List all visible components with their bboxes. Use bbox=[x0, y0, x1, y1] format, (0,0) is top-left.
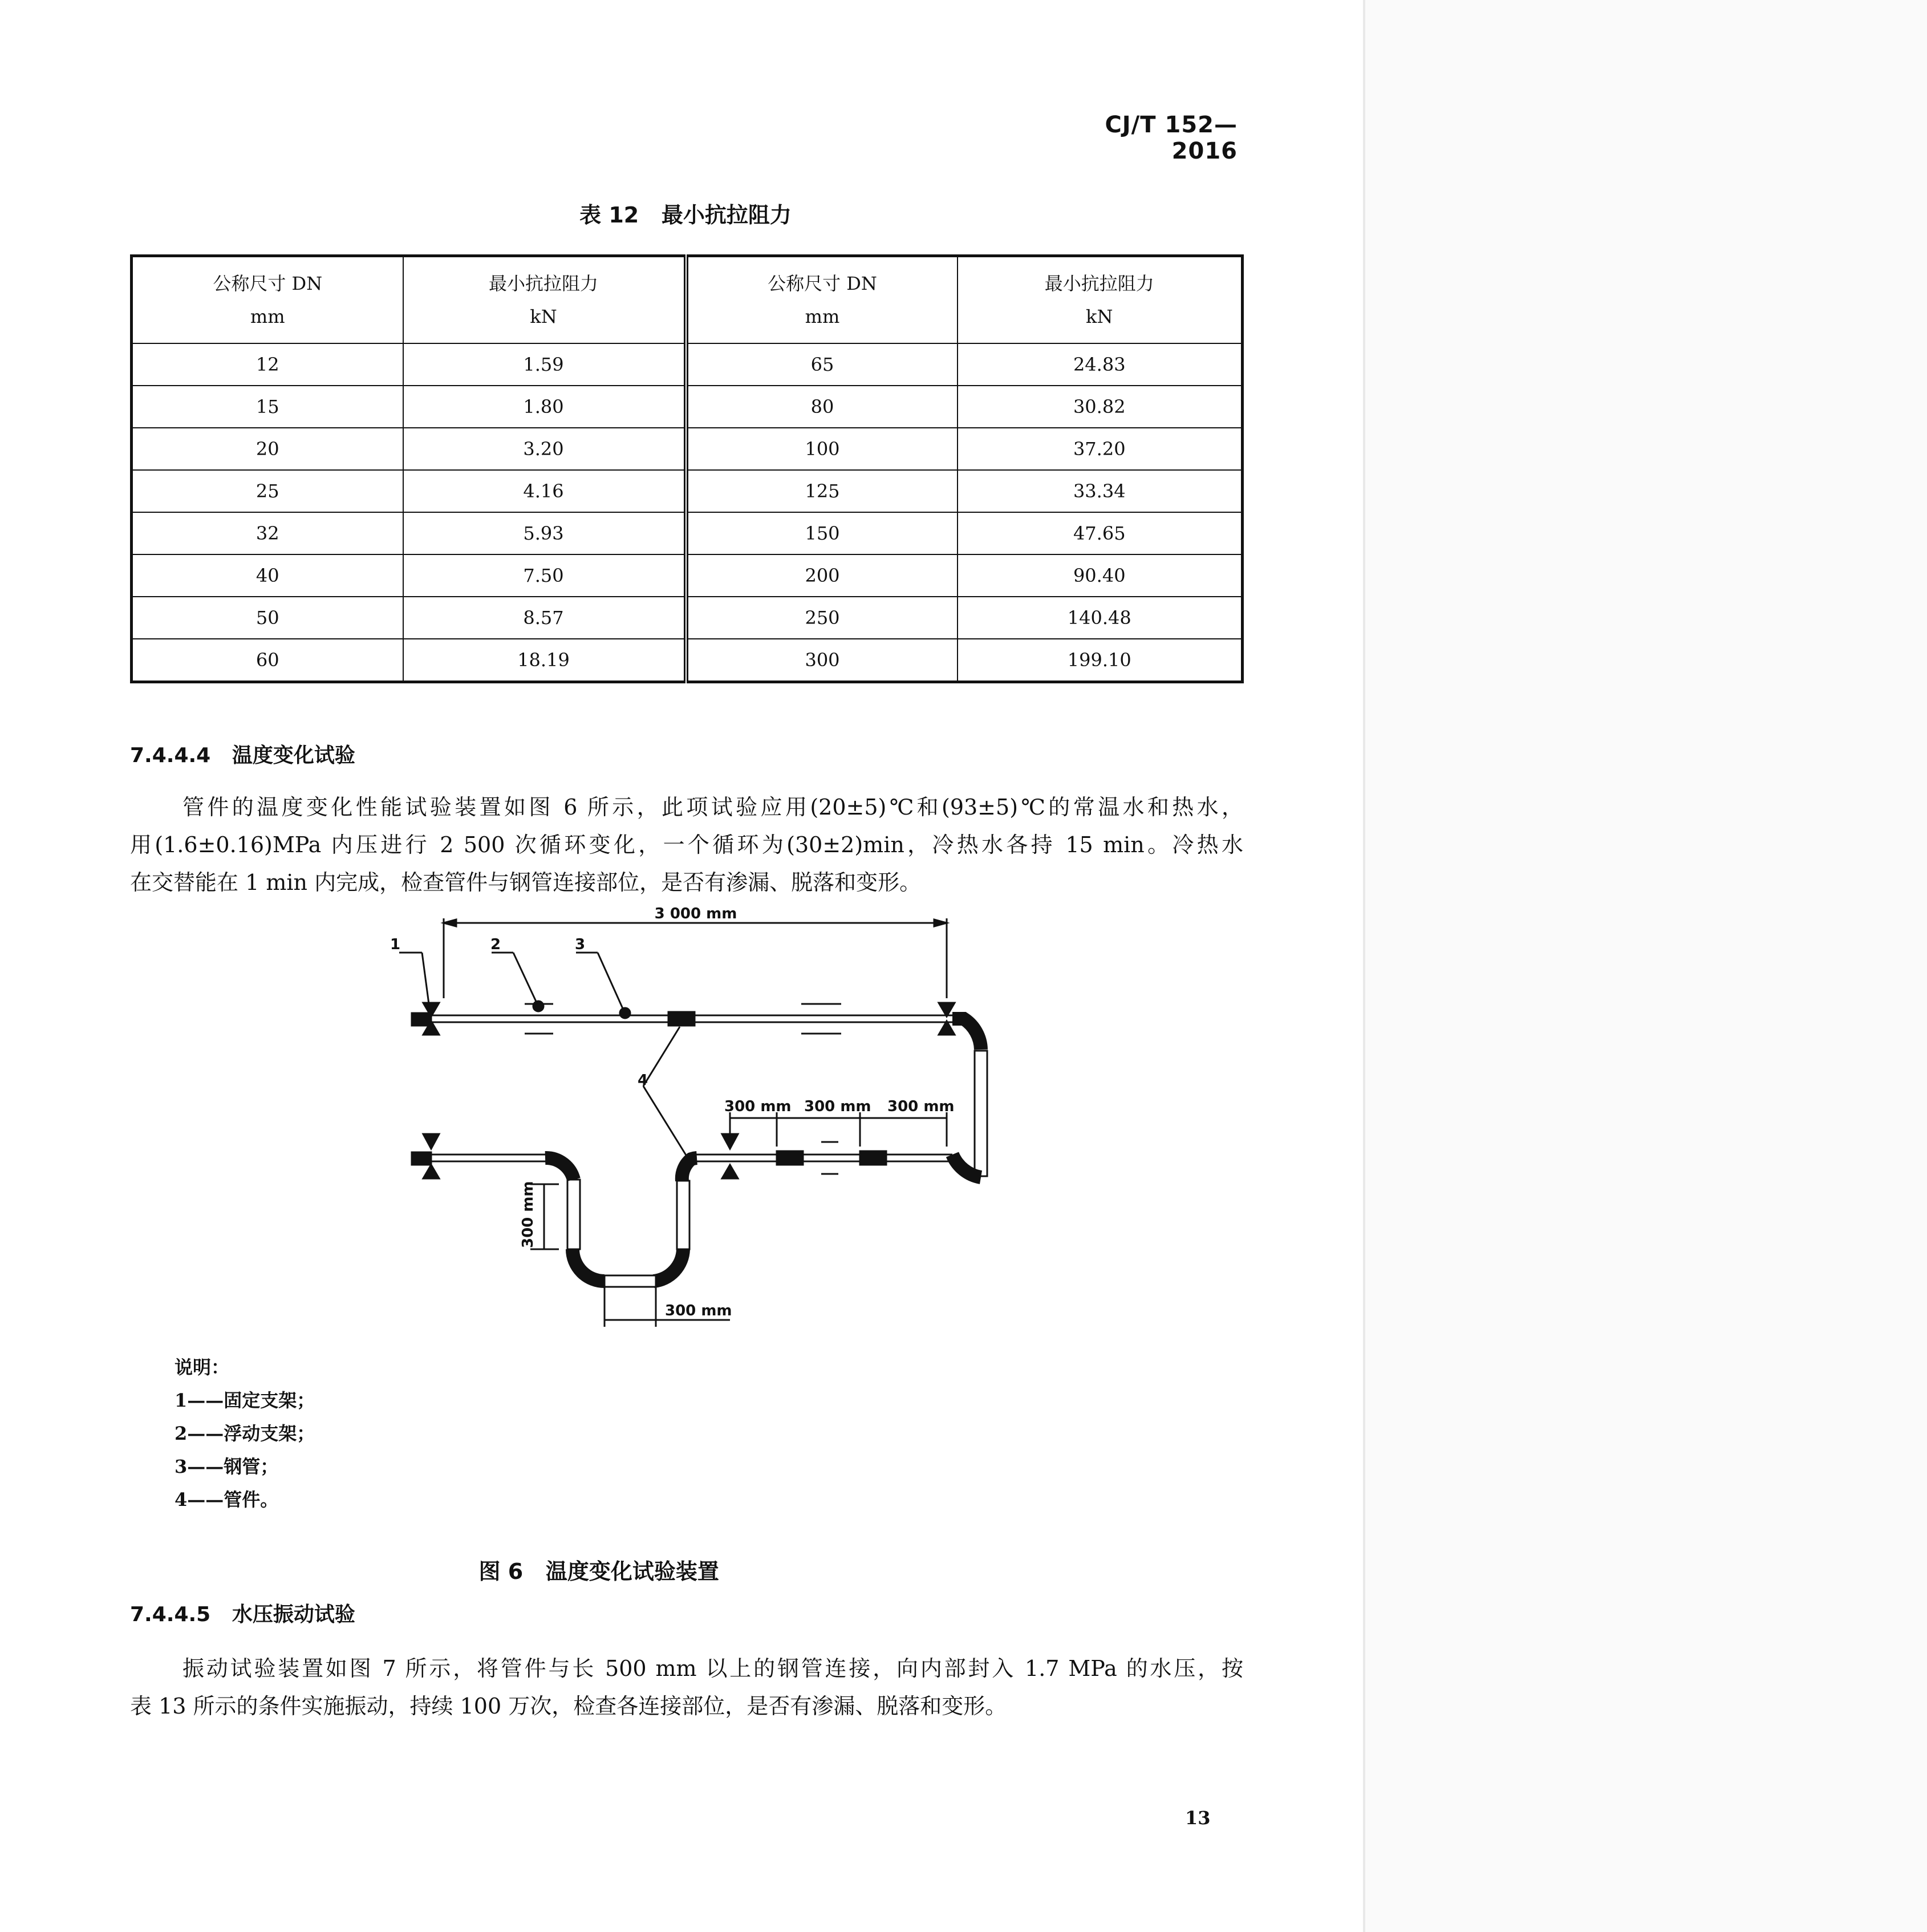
dimension-label-total: 3 000 mm bbox=[654, 907, 737, 922]
table-cell: 47.65 bbox=[958, 512, 1243, 554]
paragraph-line: 管件的温度变化性能试验装置如图 6 所示，此项试验应用(20±5)℃和(93±5)℃的常温水和热水， bbox=[182, 795, 1243, 820]
table-row bbox=[132, 639, 1243, 682]
table-cell: 7.50 bbox=[403, 554, 686, 597]
table-cell: 3.20 bbox=[403, 428, 686, 470]
table-cell: 140.48 bbox=[958, 597, 1243, 639]
table-cell: 80 bbox=[686, 386, 958, 428]
table-header-row bbox=[132, 256, 1243, 344]
table-cell: 20 bbox=[132, 428, 403, 470]
section-heading-7444: 7.4.4.4 温度变化试验 bbox=[130, 744, 355, 767]
dimension-label-300: 300 mm bbox=[724, 1098, 792, 1115]
table-cell: 200 bbox=[686, 554, 958, 597]
table-cell: 8.57 bbox=[403, 597, 686, 639]
table-cell: 199.10 bbox=[958, 639, 1243, 682]
legend-item: 2——浮动支架； bbox=[175, 1423, 315, 1444]
table-row bbox=[132, 386, 1243, 428]
paragraph-7445 bbox=[130, 1650, 1243, 1725]
table-cell: 18.19 bbox=[403, 639, 686, 682]
table-cell: 100 bbox=[686, 428, 958, 470]
table-cell: 150 bbox=[686, 512, 958, 554]
table-row bbox=[132, 343, 1243, 386]
table-cell: 33.34 bbox=[958, 470, 1243, 512]
table-cell: 50 bbox=[132, 597, 403, 639]
dimension-label-300: 300 mm bbox=[887, 1098, 955, 1115]
table-cell: 25 bbox=[132, 470, 403, 512]
callout-label-3: 3 bbox=[575, 936, 586, 953]
table-cell: 5.93 bbox=[403, 512, 686, 554]
paragraph-line: 振动试验装置如图 7 所示，将管件与长 500 mm 以上的钢管连接，向内部封入 1.7 MPa 的水压，按 bbox=[182, 1656, 1243, 1681]
dimension-label-300: 300 mm bbox=[665, 1302, 732, 1319]
callout-label-2: 2 bbox=[490, 936, 501, 953]
page-number: 13 bbox=[1185, 1807, 1211, 1829]
callout-label-4: 4 bbox=[638, 1072, 648, 1089]
table-cell: 250 bbox=[686, 597, 958, 639]
header-cell: 公称尺寸 DN mm bbox=[132, 256, 403, 344]
table-row bbox=[132, 597, 1243, 639]
table-row bbox=[132, 470, 1243, 512]
table-cell: 65 bbox=[686, 343, 958, 386]
table-cell: 300 bbox=[686, 639, 958, 682]
table-row bbox=[132, 428, 1243, 470]
paragraph-7444 bbox=[130, 788, 1243, 901]
table-cell: 15 bbox=[132, 386, 403, 428]
table-cell: 30.82 bbox=[958, 386, 1243, 428]
table-cell: 1.59 bbox=[403, 343, 686, 386]
figure-legend bbox=[175, 1351, 315, 1516]
section-heading-7445: 7.4.4.5 水压振动试验 bbox=[130, 1603, 355, 1626]
header-cell: 最小抗拉阻力 kN bbox=[958, 256, 1243, 344]
legend-item: 4——管件。 bbox=[175, 1489, 279, 1510]
table-row bbox=[132, 512, 1243, 554]
header-cell: 公称尺寸 DN mm bbox=[686, 256, 958, 344]
min-tensile-resistance-table bbox=[130, 254, 1244, 683]
table-cell: 32 bbox=[132, 512, 403, 554]
table-cell: 1.80 bbox=[403, 386, 686, 428]
legend-item: 3——钢管； bbox=[175, 1456, 279, 1477]
figure-6-test-apparatus bbox=[365, 907, 1009, 1340]
legend-item: 1——固定支架； bbox=[175, 1390, 315, 1411]
table-cell: 40 bbox=[132, 554, 403, 597]
standard-code: CJ/T 152—2016 bbox=[1105, 112, 1238, 164]
paragraph-line: 用(1.6±0.16)MPa 内压进行 2 500 次循环变化，一个循环为(30±2)min，冷热水各持 15 min。冷热水 bbox=[130, 832, 1243, 857]
header-cell: 最小抗拉阻力 kN bbox=[403, 256, 686, 344]
dimension-label-300-vertical: 300 mm bbox=[520, 1181, 537, 1248]
table-cell: 125 bbox=[686, 470, 958, 512]
dimension-label-300: 300 mm bbox=[804, 1098, 871, 1115]
paragraph-line: 在交替能在 1 min 内完成，检查管件与钢管连接部位，是否有渗漏、脱落和变形。 bbox=[130, 870, 922, 895]
table-row bbox=[132, 554, 1243, 597]
table-cell: 12 bbox=[132, 343, 403, 386]
legend-title: 说明： bbox=[175, 1356, 230, 1378]
table-cell: 4.16 bbox=[403, 470, 686, 512]
figure-caption: 图 6 温度变化试验装置 bbox=[478, 1559, 719, 1584]
callout-label-1: 1 bbox=[390, 936, 401, 953]
table-caption: 表 12 最小抗拉阻力 bbox=[579, 202, 792, 228]
table-cell: 37.20 bbox=[958, 428, 1243, 470]
right-margin bbox=[1365, 0, 1927, 1932]
paragraph-line: 表 13 所示的条件实施振动，持续 100 万次，检查各连接部位，是否有渗漏、脱落和变形。 bbox=[130, 1694, 1007, 1719]
table-cell: 60 bbox=[132, 639, 403, 682]
table-cell: 90.40 bbox=[958, 554, 1243, 597]
table-cell: 24.83 bbox=[958, 343, 1243, 386]
